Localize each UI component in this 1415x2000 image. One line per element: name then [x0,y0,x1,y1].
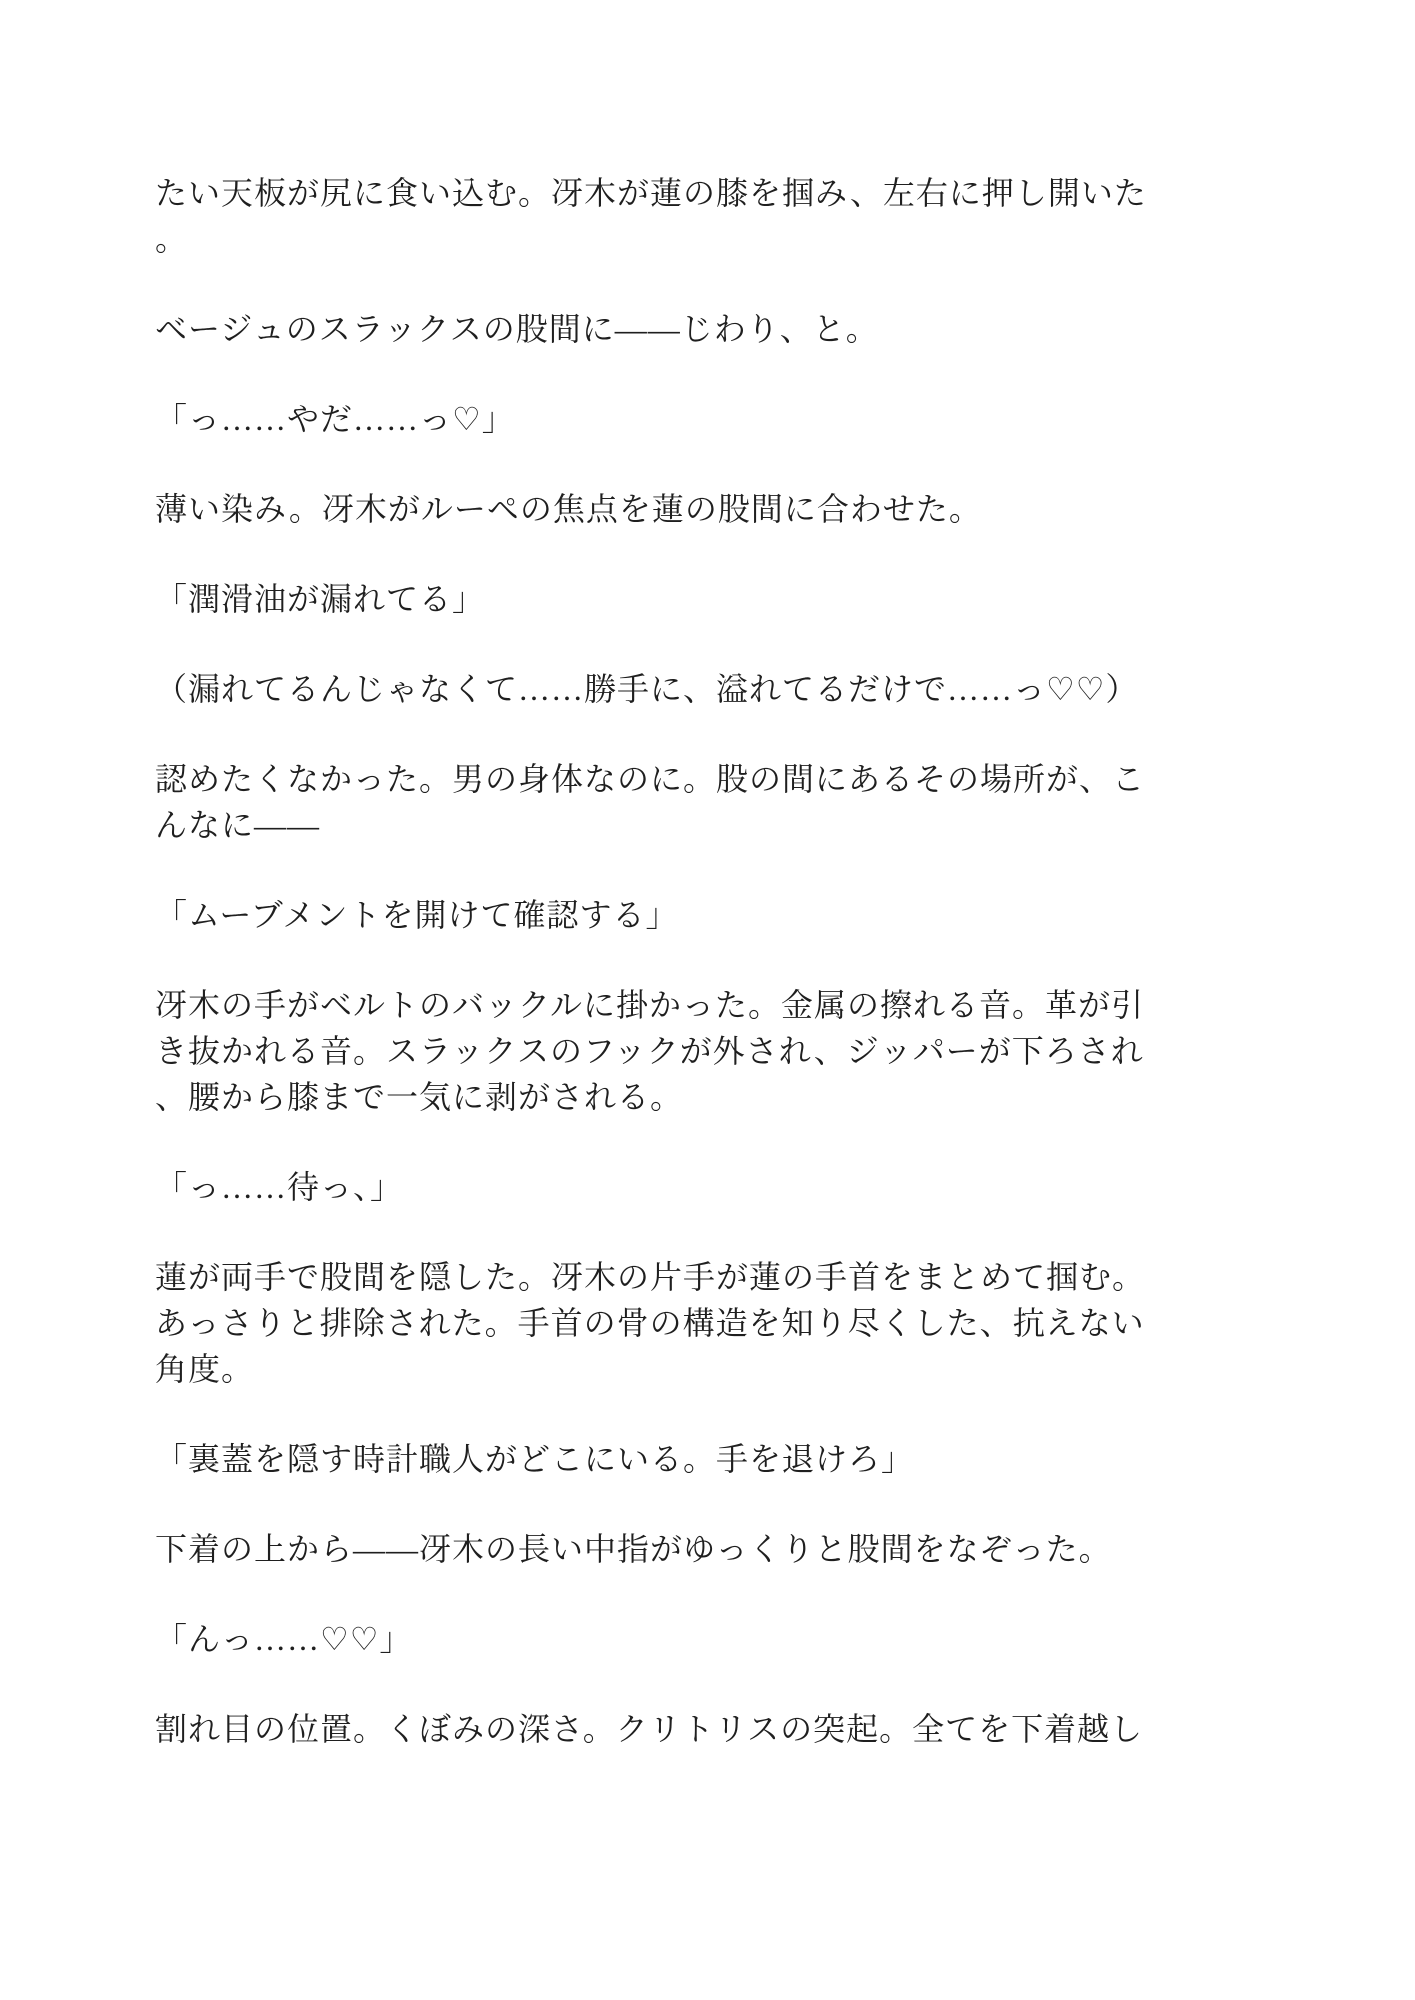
text-line: 「んっ……♡♡」 [155,1621,413,1657]
text-line: 「裏蓋を隠す時計職人がどこにいる。手を退けろ」 [155,1441,915,1477]
paragraph [155,1706,1215,1752]
text-line: 蓮が両手で股間を隠した。冴木の片手が蓮の手首をまとめて掴む。 [155,1259,1146,1295]
text-line: ベージュのスラックスの股間に――じわり、と。 [155,311,879,347]
text-line: き抜かれる音。スラックスのフックが外され、ジッパーが下ろされ [155,1033,1144,1069]
paragraph [155,666,1215,712]
paragraph [155,576,1215,622]
paragraph [155,486,1215,532]
text-line: 薄い染み。冴木がルーペの焦点を蓮の股間に合わせた。 [155,491,982,527]
paragraph [155,1254,1215,1392]
text-line: 角度。 [155,1351,255,1387]
paragraph [155,396,1215,442]
paragraph [155,982,1215,1120]
text-line: 下着の上から――冴木の長い中指がゆっくりと股間をなぞった。 [155,1531,1112,1567]
paragraph [155,756,1215,848]
paragraph [155,306,1215,352]
text-line: んなに―― [155,807,321,843]
paragraph [155,1616,1215,1662]
text-line: 認めたくなかった。男の身体なのに。股の間にあるその場所が、こ [155,761,1146,797]
text-line: 冴木の手がベルトのバックルに掛かった。金属の擦れる音。革が引 [155,987,1145,1023]
text-line: 「っ……待っ、」 [155,1169,404,1205]
text-line: 。 [155,221,189,257]
text-line: あっさりと排除された。手首の骨の構造を知り尽くした、抗えない [155,1305,1145,1341]
paragraph [155,1436,1215,1482]
paragraph [155,892,1215,938]
paragraph [155,1164,1215,1210]
text-line: 割れ目の位置。くぼみの深さ。クリトリスの突起。全てを下着越し [155,1711,1144,1747]
paragraph [155,1526,1215,1572]
text-line: 、腰から膝まで一気に剥がされる。 [155,1079,684,1115]
paragraph [155,170,1215,262]
text-line: 「っ……やだ……っ♡」 [155,401,515,437]
text-line: 「ムーブメントを開けて確認する」 [155,897,679,933]
text-line: 「潤滑油が漏れてる」 [155,581,486,617]
text-line: たい天板が尻に食い込む。冴木が蓮の膝を掴み、左右に押し開いた [155,175,1147,211]
text-line: （漏れてるんじゃなくて……勝手に、溢れてるだけで……っ♡♡） [155,671,1139,707]
document-body [155,170,1215,1796]
